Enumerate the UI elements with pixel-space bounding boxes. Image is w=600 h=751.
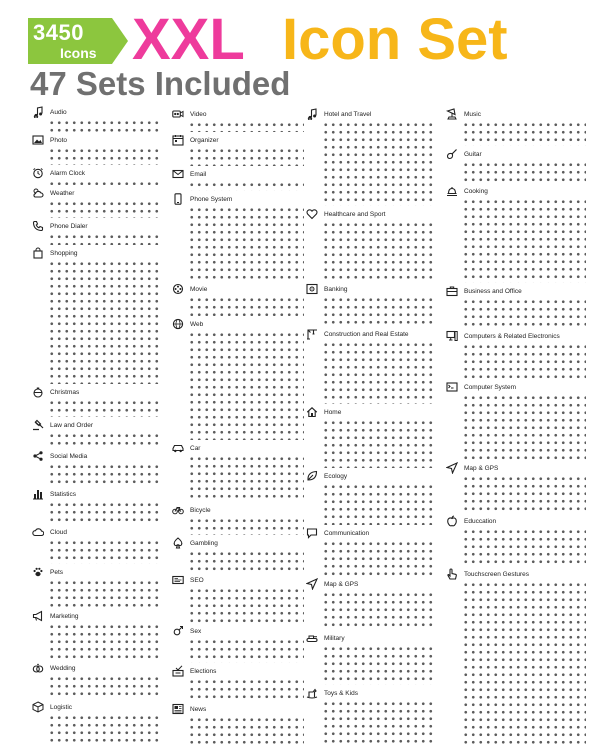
icon-grid xyxy=(462,394,586,460)
subtitle: 47 Sets Included xyxy=(30,65,291,102)
section-title: Map & GPS xyxy=(324,581,359,588)
icon-grid xyxy=(48,399,162,417)
icon-grid xyxy=(462,475,586,513)
rocking-horse-icon xyxy=(306,687,318,699)
spade-icon xyxy=(172,537,184,549)
badge-unit: Icons xyxy=(60,45,97,61)
hand-pointer-icon xyxy=(446,568,458,580)
icon-set-section xyxy=(172,539,304,576)
section-title: Social Media xyxy=(50,453,88,460)
section-title: Statistics xyxy=(50,491,77,498)
icon-set-section xyxy=(172,110,304,136)
seo-icon xyxy=(172,574,184,586)
icon-set-section xyxy=(172,444,304,506)
icon-set-section xyxy=(446,517,586,570)
section-title: Map & GPS xyxy=(464,465,499,472)
icon-grid xyxy=(462,161,586,183)
section-title: Movie xyxy=(190,286,208,293)
icon-grid xyxy=(462,121,586,146)
icon-set-section xyxy=(32,703,162,748)
icon-set-section xyxy=(446,383,586,464)
section-title: Car xyxy=(190,445,201,452)
section-title: Shopping xyxy=(50,250,78,257)
icon-grid xyxy=(188,517,304,535)
icon-set-section xyxy=(306,110,436,210)
section-title: Sex xyxy=(190,628,202,635)
location-arrow-icon xyxy=(446,462,458,474)
section-title: Logistic xyxy=(50,704,73,711)
icon-set-section xyxy=(32,189,162,222)
car-icon xyxy=(172,442,184,454)
section-title: Home xyxy=(324,409,342,416)
icon-set-section xyxy=(32,568,162,612)
icon-grid xyxy=(188,147,304,166)
section-title: Bicycle xyxy=(190,507,211,514)
icon-grid xyxy=(188,587,304,623)
bicycle-icon xyxy=(172,504,184,516)
icon-set-section xyxy=(172,320,304,444)
shopping-bag-icon xyxy=(32,247,44,259)
icon-set-section xyxy=(172,195,304,285)
icon-grid xyxy=(48,463,162,486)
icon-grid xyxy=(322,645,436,685)
section-title: Video xyxy=(190,111,207,118)
icon-grid xyxy=(322,341,436,404)
icon-set-section xyxy=(172,136,304,170)
icon-grid xyxy=(188,678,304,701)
icon-grid xyxy=(188,550,304,572)
location-arrow-icon xyxy=(306,578,318,590)
house-icon xyxy=(306,406,318,418)
section-title: Toys & Kids xyxy=(324,690,358,697)
icon-set-section xyxy=(172,576,304,627)
section-title: Computer System xyxy=(464,384,517,391)
section-title: Gambling xyxy=(190,540,218,547)
icon-grid xyxy=(48,714,162,744)
section-title: News xyxy=(190,706,207,713)
rings-icon xyxy=(32,662,44,674)
icon-grid xyxy=(322,483,436,525)
section-title: Web xyxy=(190,321,204,328)
icon-set-section xyxy=(32,169,162,189)
icon-set-section xyxy=(446,150,586,187)
icon-grid xyxy=(188,455,304,502)
paw-icon xyxy=(32,566,44,578)
icon-set-section xyxy=(32,490,162,528)
section-title: Photo xyxy=(50,137,67,144)
crane-icon xyxy=(306,328,318,340)
icon-set-section xyxy=(306,634,436,689)
icon-set-section xyxy=(32,388,162,421)
icon-set-section xyxy=(306,210,436,285)
icon-set-section xyxy=(306,408,436,472)
section-title: Touchscreen Gestures xyxy=(464,571,530,578)
guitar-icon xyxy=(446,148,458,160)
cloud-sun-icon xyxy=(32,187,44,199)
computer-icon xyxy=(446,330,458,342)
section-title: Wedding xyxy=(50,665,76,672)
icon-grid xyxy=(48,623,162,660)
icon-set-section xyxy=(446,464,586,517)
phone-icon xyxy=(32,220,44,232)
section-title: Communication xyxy=(324,530,370,537)
icon-set-section xyxy=(32,108,162,136)
bar-chart-icon xyxy=(32,488,44,500)
icon-grid xyxy=(48,539,162,564)
icon-grid xyxy=(462,298,586,328)
speech-bubble-icon xyxy=(306,527,318,539)
icon-set-section xyxy=(172,705,304,748)
section-title: Cooking xyxy=(464,188,488,195)
gavel-icon xyxy=(32,419,44,431)
icon-grid xyxy=(48,260,162,384)
music-note-icon xyxy=(306,108,318,120)
section-title: Military xyxy=(324,635,345,642)
icon-grid xyxy=(462,581,586,744)
title-icon-set: Icon Set xyxy=(282,7,508,72)
icon-grid xyxy=(188,716,304,744)
section-title: Elections xyxy=(190,668,217,675)
section-title: Email xyxy=(190,171,207,178)
icon-grid xyxy=(462,343,586,379)
icon-grid xyxy=(322,700,436,744)
tank-icon xyxy=(306,632,318,644)
film-reel-icon xyxy=(172,283,184,295)
icon-grid xyxy=(188,638,304,663)
icon-set-section xyxy=(172,170,304,195)
icon-set-section xyxy=(306,580,436,634)
heart-icon xyxy=(306,208,318,220)
icon-grid xyxy=(48,147,162,165)
alarm-clock-icon xyxy=(32,167,44,179)
icon-set-section xyxy=(446,110,586,150)
icon-grid xyxy=(322,591,436,630)
section-title: Christmas xyxy=(50,389,80,396)
icon-grid xyxy=(48,501,162,524)
icon-set-section xyxy=(172,627,304,667)
icon-set-section xyxy=(32,528,162,568)
envelope-icon xyxy=(172,168,184,180)
icon-set-section xyxy=(172,667,304,705)
icon-set-section xyxy=(306,472,436,529)
icon-grid xyxy=(188,181,304,191)
icon-grid xyxy=(48,579,162,608)
icon-set-section xyxy=(32,612,162,664)
icon-set-section xyxy=(446,332,586,383)
icon-count-badge xyxy=(28,18,128,64)
calendar-icon xyxy=(172,134,184,146)
icon-grid xyxy=(188,206,304,281)
icon-set-section xyxy=(172,285,304,320)
icon-set-section xyxy=(32,222,162,249)
section-title: Ecology xyxy=(324,473,348,480)
section-title: Phone Dialer xyxy=(50,223,88,230)
smartphone-icon xyxy=(172,193,184,205)
icon-set-section xyxy=(172,506,304,539)
title-xxl: XXL xyxy=(132,7,245,72)
icon-grid xyxy=(188,296,304,316)
gramophone-icon xyxy=(446,108,458,120)
section-title: Educcation xyxy=(464,518,497,525)
icon-set-section xyxy=(306,330,436,408)
share-icon xyxy=(32,450,44,462)
section-title: Cloud xyxy=(50,529,67,536)
section-title: Computers & Related Electronics xyxy=(464,333,560,340)
section-title: Healthcare and Sport xyxy=(324,211,386,218)
icon-grid xyxy=(48,200,162,218)
section-title: Phone System xyxy=(190,196,233,203)
ornament-icon xyxy=(32,386,44,398)
icon-grid xyxy=(48,432,162,448)
gender-icon xyxy=(172,625,184,637)
section-title: Alarm Clock xyxy=(50,170,86,177)
icon-grid xyxy=(322,540,436,576)
section-title: Business and Office xyxy=(464,288,522,295)
icon-grid xyxy=(48,675,162,699)
badge-count: 3450 xyxy=(33,20,84,45)
section-title: Marketing xyxy=(50,613,79,620)
section-title: Weather xyxy=(50,190,75,197)
section-title: SEO xyxy=(190,577,204,584)
icon-grid xyxy=(462,198,586,283)
box-icon xyxy=(32,701,44,713)
icon-grid xyxy=(322,121,436,206)
cloud-icon xyxy=(32,526,44,538)
icon-set-section xyxy=(306,285,436,330)
icon-grid xyxy=(48,180,162,185)
cloche-icon xyxy=(446,185,458,197)
icon-grid xyxy=(188,121,304,132)
section-title: Banking xyxy=(324,286,348,293)
newspaper-icon xyxy=(172,703,184,715)
section-title: Organizer xyxy=(190,137,219,144)
icon-grid xyxy=(462,528,586,566)
section-title: Law and Order xyxy=(50,422,93,429)
leaf-icon xyxy=(306,470,318,482)
briefcase-icon xyxy=(446,285,458,297)
section-title: Pets xyxy=(50,569,64,576)
icon-set-section xyxy=(306,529,436,580)
safe-icon xyxy=(306,283,318,295)
section-title: Guitar xyxy=(464,151,482,158)
section-title: Construction and Real Estate xyxy=(324,331,409,338)
icon-grid xyxy=(322,296,436,326)
icon-set-section xyxy=(32,452,162,490)
vote-icon xyxy=(172,665,184,677)
video-camera-icon xyxy=(172,108,184,120)
icon-grid xyxy=(48,119,162,132)
icon-grid xyxy=(48,233,162,245)
globe-icon xyxy=(172,318,184,330)
terminal-icon xyxy=(446,381,458,393)
apple-icon xyxy=(446,515,458,527)
section-title: Audio xyxy=(50,109,67,116)
music-note-icon xyxy=(32,106,44,118)
icon-set-section xyxy=(446,570,586,748)
section-title: Music xyxy=(464,111,481,118)
icon-set-section xyxy=(32,249,162,388)
picture-icon xyxy=(32,134,44,146)
section-title: Hotel and Travel xyxy=(324,111,372,118)
icon-set-section xyxy=(32,136,162,169)
icon-set-section xyxy=(446,187,586,287)
icon-set-section xyxy=(32,664,162,703)
megaphone-icon xyxy=(32,610,44,622)
icon-grid xyxy=(188,331,304,440)
icon-grid xyxy=(322,419,436,468)
icon-set-section xyxy=(306,689,436,748)
icon-grid xyxy=(322,221,436,281)
icon-set-section xyxy=(446,287,586,332)
icon-set-section xyxy=(32,421,162,452)
